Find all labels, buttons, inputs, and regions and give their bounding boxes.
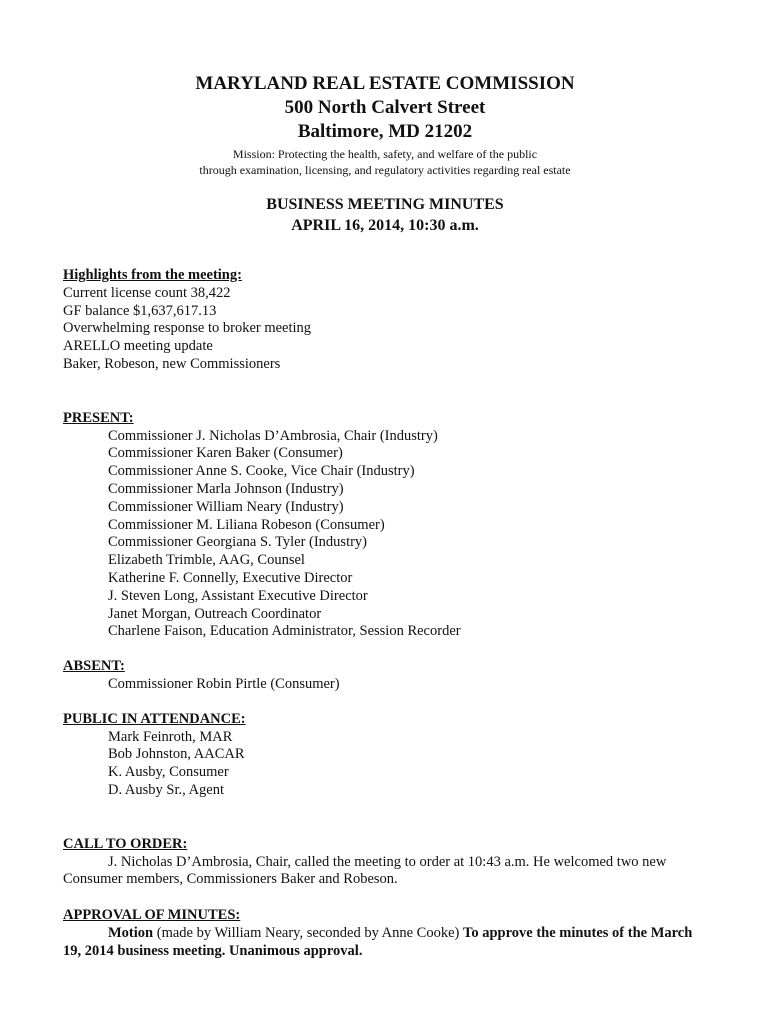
present-item: Charlene Faison, Education Administrator, Session Recorder bbox=[108, 623, 461, 640]
street-address: 500 North Calvert Street bbox=[284, 97, 486, 118]
present-item: Commissioner Anne S. Cooke, Vice Chair (Industry) bbox=[108, 463, 415, 480]
highlight-item: GF balance $1,637,617.13 bbox=[63, 302, 217, 319]
present-item: Commissioner Karen Baker (Consumer) bbox=[108, 445, 343, 462]
meeting-title: BUSINESS MEETING MINUTES bbox=[266, 196, 504, 213]
public-attendance-heading: PUBLIC IN ATTENDANCE: bbox=[63, 710, 246, 727]
public-attendee: D. Ausby Sr., Agent bbox=[108, 781, 225, 798]
absent-list bbox=[63, 676, 713, 694]
document-body bbox=[63, 267, 713, 961]
call-to-order-heading: CALL TO ORDER: bbox=[63, 835, 188, 852]
present-item: Janet Morgan, Outreach Coordinator bbox=[108, 605, 322, 622]
public-attendee: K. Ausby, Consumer bbox=[108, 764, 229, 781]
absent-item: Commissioner Robin Pirtle (Consumer) bbox=[108, 675, 340, 692]
highlights-heading: Highlights from the meeting: bbox=[63, 267, 242, 283]
present-item: Katherine F. Connelly, Executive Director bbox=[108, 569, 353, 586]
highlight-item: Current license count 38,422 bbox=[63, 284, 231, 301]
motion-detail: (made by William Neary, seconded by Anne Cooke) bbox=[153, 924, 463, 941]
meeting-title-block bbox=[0, 194, 770, 236]
present-heading: PRESENT: bbox=[63, 409, 134, 426]
highlights-list bbox=[63, 285, 713, 374]
highlight-item: ARELLO meeting update bbox=[63, 338, 213, 355]
org-name: MARYLAND REAL ESTATE COMMISSION bbox=[195, 73, 575, 94]
present-item: Elizabeth Trimble, AAG, Counsel bbox=[108, 552, 305, 569]
absent-heading: ABSENT: bbox=[63, 658, 125, 675]
present-list bbox=[63, 428, 713, 642]
mission-statement bbox=[0, 146, 770, 178]
present-item: Commissioner Marla Johnson (Industry) bbox=[108, 480, 344, 497]
meeting-date: APRIL 16, 2014, 10:30 a.m. bbox=[291, 217, 479, 234]
motion-text: To approve the minutes of the March 19, 2014 business meeting. Unanimous approval. bbox=[63, 924, 693, 959]
public-attendance-list bbox=[63, 729, 713, 800]
document-header bbox=[0, 72, 770, 236]
present-item: Commissioner William Neary (Industry) bbox=[108, 498, 344, 515]
motion-label: Motion bbox=[108, 924, 154, 941]
present-item: Commissioner M. Liliana Robeson (Consumer) bbox=[108, 516, 385, 533]
public-attendee: Mark Feinroth, MAR bbox=[108, 728, 233, 745]
mission-line-1: Mission: Protecting the health, safety, and welfare of the public bbox=[232, 147, 538, 161]
city-address: Baltimore, MD 21202 bbox=[297, 121, 473, 142]
highlight-item: Overwhelming response to broker meeting bbox=[63, 320, 312, 337]
call-to-order-text: J. Nicholas D’Ambrosia, Chair, called the meeting to order at 10:43 a.m. He welcomed two new Consumer members, Commissioners Baker and Robeson. bbox=[63, 853, 667, 888]
highlight-item: Baker, Robeson, new Commissioners bbox=[63, 355, 281, 372]
present-item: Commissioner Georgiana S. Tyler (Industry) bbox=[108, 534, 368, 551]
public-attendee: Bob Johnston, AACAR bbox=[108, 746, 245, 763]
present-item: Commissioner J. Nicholas D’Ambrosia, Chair (Industry) bbox=[108, 427, 438, 444]
present-item: J. Steven Long, Assistant Executive Director bbox=[108, 587, 368, 604]
approval-heading: APPROVAL OF MINUTES: bbox=[63, 907, 241, 924]
approval-paragraph bbox=[63, 925, 713, 961]
mission-line-2: through examination, licensing, and regulatory activities regarding real estate bbox=[199, 163, 571, 177]
